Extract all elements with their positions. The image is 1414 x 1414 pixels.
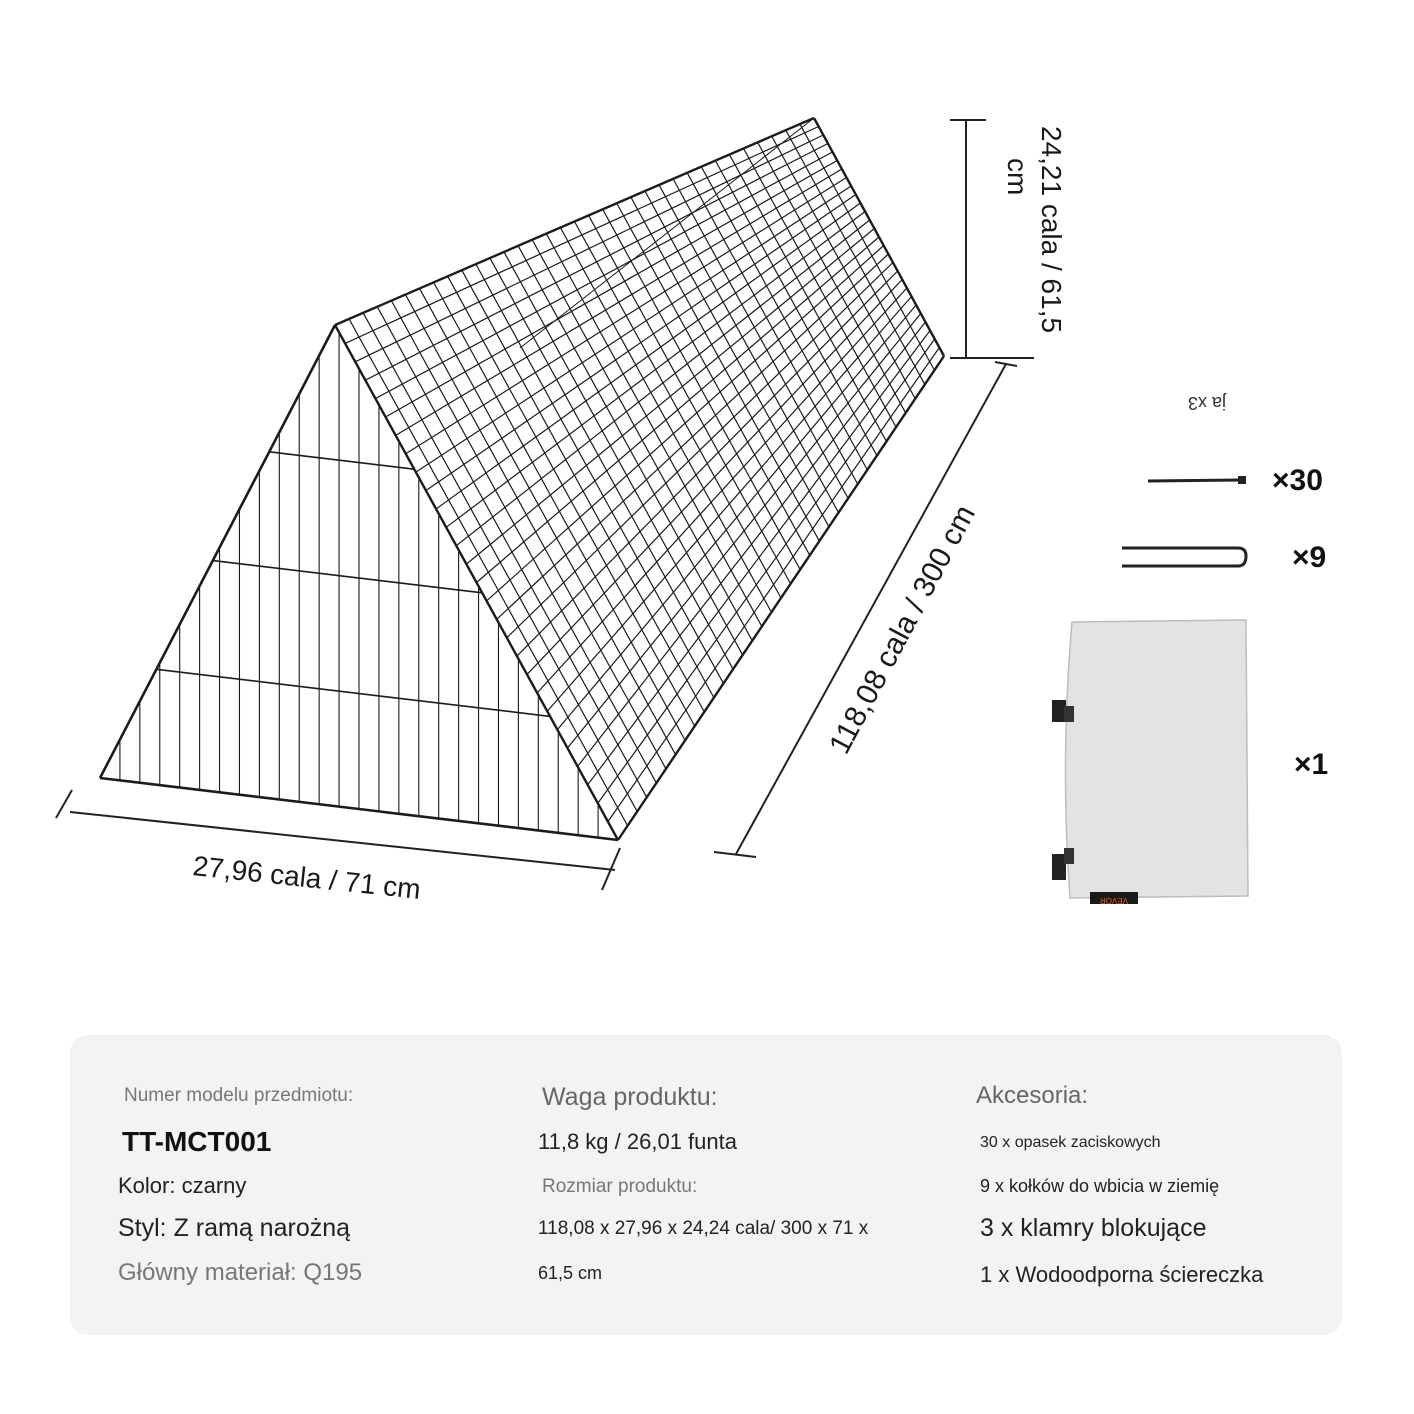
u-clip-icon [1122,548,1246,566]
clip-quantity: ×9 [1292,541,1327,574]
cover-quantity: ×1 [1294,748,1329,781]
size-value-line1: 118,08 x 27,96 x 24,24 cala/ 300 x 71 x [538,1218,869,1239]
accessories-label: Akcesoria: [976,1082,1089,1109]
size-value-line2: 61,5 cm [538,1263,603,1283]
color-line: Kolor: czarny [118,1173,247,1198]
material-line: Główny materiał: Q195 [118,1259,363,1286]
accessory-item-1: 30 x opasek zaciskowych [980,1134,1161,1151]
ground-stake-icon [1148,476,1246,484]
length-dimension-label: 118,08 cala / 300 cm [823,499,982,760]
height-dimension-unit: cm [1002,158,1033,196]
wire-tunnel-cage [100,118,944,840]
height-dimension-line [950,120,1034,358]
style-line: Styl: Z ramą narożną [118,1214,351,1242]
specification-panel [70,1035,1342,1335]
weight-label: Waga produktu: [542,1083,718,1111]
height-dimension-label: 24,21 cala / 61,5 [1036,126,1067,334]
weight-value: 11,8 kg / 26,01 funta [538,1129,737,1154]
size-label: Rozmiar produktu: [542,1176,698,1197]
waterproof-cover-icon [1052,620,1248,905]
stake-quantity: ×30 [1272,464,1323,497]
accessory-item-3: 3 x klamry blokujące [980,1214,1207,1242]
model-value: TT-MCT001 [122,1126,272,1157]
accessory-item-2: 9 x kołków do wbicia w ziemię [980,1176,1220,1196]
width-dimension-label: 27,96 cala / 71 cm [191,850,423,905]
brand-tag: VEVOR [1099,896,1129,905]
model-label: Numer modelu przedmiotu: [124,1085,354,1106]
accessory-item-4: 1 x Wodoodporna ściereczka [980,1262,1264,1287]
mirrored-label: ja x3 [1188,393,1227,413]
length-dimension-line [714,362,1017,857]
